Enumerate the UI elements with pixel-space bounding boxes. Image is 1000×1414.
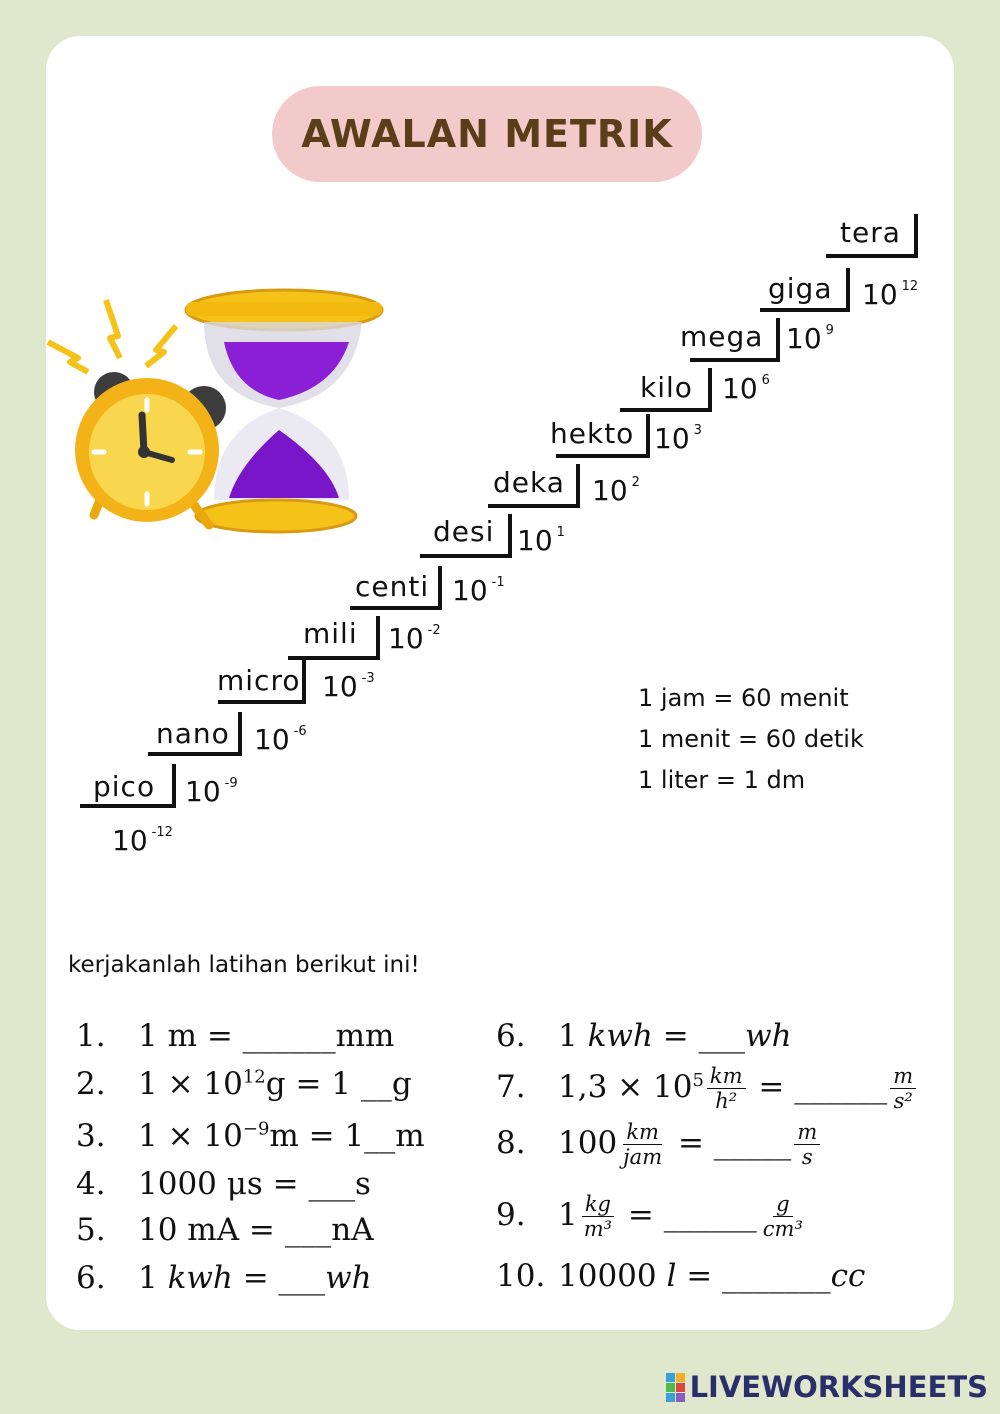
answer-blank: = _______ <box>676 1258 831 1294</box>
stair-tread <box>350 606 442 610</box>
question-text: 1 m = ______mm <box>138 1018 395 1054</box>
stair-tread <box>826 254 918 258</box>
question-item <box>76 1212 374 1248</box>
fraction <box>890 1064 916 1113</box>
question-item <box>76 1166 371 1202</box>
stair-tread <box>288 656 380 660</box>
brand-logo <box>666 1370 988 1404</box>
question-number: 2. <box>76 1066 106 1102</box>
prefix-name: mili <box>303 617 358 650</box>
unit: wh <box>325 1260 372 1296</box>
brand-name: LIVEWORKSHEETS <box>689 1370 988 1404</box>
stair-riser <box>508 514 512 558</box>
stair-tread <box>420 554 512 558</box>
question-text: 10000 <box>558 1258 667 1294</box>
prefix-name: centi <box>355 570 430 603</box>
fraction <box>707 1064 746 1113</box>
prefix-name: pico <box>93 770 156 803</box>
question-item <box>76 1018 394 1054</box>
question-text: 1000 μs = ___s <box>138 1166 371 1202</box>
stair-riser <box>846 268 850 312</box>
power-label: 10 $^2$ <box>592 474 640 507</box>
stair-tread <box>620 408 712 412</box>
fraction <box>794 1120 820 1169</box>
stair-riser <box>438 566 442 610</box>
question-item <box>496 1258 865 1294</box>
unit: kwh <box>587 1018 653 1054</box>
stair-tread <box>218 700 306 704</box>
power-label: 10 $^6$ <box>722 372 770 405</box>
fraction-denominator: m³ <box>583 1217 613 1242</box>
stair-tread <box>760 308 850 312</box>
exponent: 12 <box>242 1066 266 1088</box>
answer-blank: = ___ <box>232 1260 326 1296</box>
prefix-name: deka <box>493 466 565 499</box>
fraction-numerator: km <box>707 1064 746 1089</box>
stair-riser <box>576 464 580 508</box>
unit: kwh <box>167 1260 233 1296</box>
power-label: 10 $^{-6}$ <box>254 723 307 756</box>
question-text: 1,3 × 10 <box>558 1069 693 1106</box>
stair-riser <box>708 368 712 412</box>
fraction-numerator: kg <box>582 1192 614 1217</box>
conversion-jam: 1 jam = 60 menit <box>638 684 849 712</box>
prefix-name: micro <box>217 664 301 697</box>
question-item <box>496 1018 792 1054</box>
question-item <box>496 1064 919 1113</box>
stair-riser <box>914 214 918 258</box>
power-label: 10 $^{-3}$ <box>322 670 375 703</box>
fraction-denominator: cm³ <box>762 1217 803 1242</box>
question-number: 8. <box>496 1125 526 1162</box>
unit: cc <box>830 1258 866 1294</box>
stair-riser <box>376 616 380 660</box>
stair-tread <box>690 358 780 362</box>
question-item <box>76 1260 372 1296</box>
power-label: 10 $^1$ <box>517 524 565 557</box>
prefix-name: hekto <box>550 417 635 450</box>
prefix-name: kilo <box>640 371 693 404</box>
title-banner <box>272 86 702 182</box>
stair-tread <box>488 504 580 508</box>
question-text: m = 1__m <box>269 1118 425 1154</box>
answer-blank: = ______ <box>748 1069 888 1106</box>
power-label: 10 $^{-2}$ <box>388 622 441 655</box>
stair-riser <box>172 764 176 808</box>
exponent: 5 <box>692 1069 704 1091</box>
question-item <box>76 1066 412 1102</box>
power-label: 10 $^{-1}$ <box>452 574 505 607</box>
unit: wh <box>745 1018 792 1054</box>
stair-tread <box>80 804 176 808</box>
conversion-menit: 1 menit = 60 detik <box>638 725 864 753</box>
prefix-name: nano <box>156 717 230 750</box>
question-item <box>496 1120 823 1169</box>
answer-blank: = ______ <box>618 1197 757 1234</box>
answer-blank: = _____ <box>668 1125 792 1162</box>
fraction-denominator: s² <box>893 1089 913 1114</box>
prefix-name: giga <box>768 272 833 305</box>
stair-riser <box>238 712 242 756</box>
question-number: 9. <box>496 1197 526 1234</box>
power-label: 10 $^3$ <box>654 422 702 455</box>
stair-riser <box>776 318 780 362</box>
stair-tread <box>148 752 242 756</box>
fraction-denominator: jam <box>623 1145 663 1170</box>
fraction-numerator: m <box>890 1064 916 1089</box>
question-number: 4. <box>76 1166 106 1202</box>
prefix-name: tera <box>840 216 901 249</box>
answer-blank: = ___ <box>652 1018 746 1054</box>
power-label-bottom: 10 $^{-12}$ <box>112 824 173 857</box>
question-text: 1 <box>558 1197 578 1234</box>
stair-tread <box>556 454 650 458</box>
question-number: 1. <box>76 1018 106 1054</box>
power-label: 10 $^{12}$ <box>862 278 919 311</box>
stair-riser <box>302 660 306 704</box>
power-label: 10 $^{-9}$ <box>185 775 238 808</box>
fraction-denominator: h² <box>715 1089 738 1114</box>
power-label: 10 $^9$ <box>786 322 834 355</box>
fraction-denominator: s <box>801 1145 813 1170</box>
prefix-name: desi <box>433 515 495 548</box>
question-item <box>496 1192 809 1241</box>
question-text: 100 <box>558 1125 618 1162</box>
question-text: 1 × 10 <box>138 1066 243 1102</box>
question-item <box>76 1118 425 1154</box>
question-number: 7. <box>496 1069 526 1106</box>
fraction <box>620 1120 665 1169</box>
question-text: 1 <box>138 1260 168 1296</box>
fraction-numerator: m <box>794 1120 820 1145</box>
question-text: 1 × 10 <box>138 1118 243 1154</box>
prefix-name: mega <box>680 320 764 353</box>
fraction <box>760 1192 806 1241</box>
clock-hourglass-illustration <box>44 280 389 540</box>
question-text: g = 1 __g <box>265 1066 412 1102</box>
question-number: 10. <box>496 1258 546 1294</box>
unit: l <box>666 1258 677 1294</box>
fraction-numerator: km <box>623 1120 662 1145</box>
conversion-liter: 1 liter = 1 dm <box>638 766 806 794</box>
question-number: 6. <box>76 1260 106 1296</box>
question-text: 1 <box>558 1018 588 1054</box>
liveworksheets-icon <box>666 1373 685 1402</box>
exponent: −9 <box>242 1118 270 1140</box>
fraction-numerator: g <box>773 1192 792 1217</box>
question-number: 3. <box>76 1118 106 1154</box>
question-number: 5. <box>76 1212 106 1248</box>
stair-riser <box>646 414 650 458</box>
page-title: AWALAN METRIK <box>301 112 673 156</box>
question-text: 10 mA = ___nA <box>138 1212 374 1248</box>
fraction <box>581 1192 615 1241</box>
instruction-text: kerjakanlah latihan berikut ini! <box>68 952 420 978</box>
question-number: 6. <box>496 1018 526 1054</box>
